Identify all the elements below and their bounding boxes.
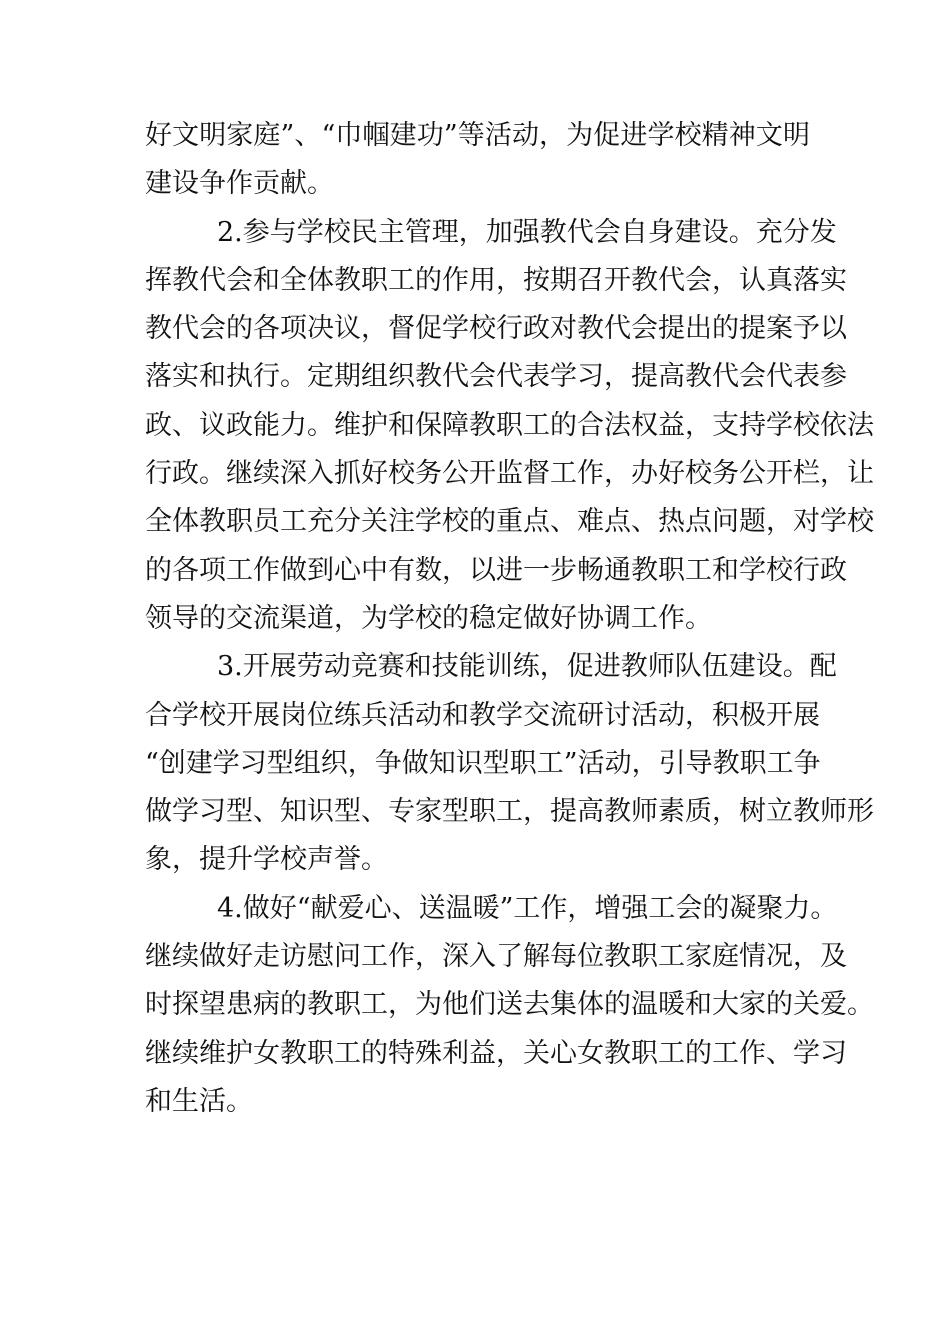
- text-line: 象，提升学校声誉。: [145, 844, 388, 876]
- text-line: 教代会的各项决议，督促学校行政对教代会提出的提案予以: [145, 313, 847, 345]
- text-line: 建设争作贡献。: [145, 168, 334, 200]
- paragraph-2-first-line: 2.参与学校民主管理，加强教代会自身建设。充分发: [217, 216, 837, 248]
- text-line: 的各项工作做到心中有数，以进一步畅通教职工和学校行政: [145, 554, 847, 586]
- text-line: 和生活。: [145, 1085, 253, 1117]
- text-line: 好文明家庭”、“巾帼建功”等活动，为促进学校精神文明: [145, 120, 810, 151]
- text-line: 合学校开展岗位练兵活动和教学交流研讨活动，积极开展: [145, 699, 820, 731]
- text-line: 落实和执行。定期组织教代会代表学习，提高教代会代表参: [145, 361, 847, 393]
- text-line: 继续做好走访慰问工作，深入了解每位教职工家庭情况，及: [145, 941, 847, 973]
- text-line: 做学习型、知识型、专家型职工，提高教师素质，树立教师形: [145, 796, 874, 828]
- text-line: 政、议政能力。维护和保障教职工的合法权益，支持学校依法: [145, 409, 874, 441]
- text-line: 全体教职员工充分关注学校的重点、难点、热点问题，对学校: [145, 506, 874, 538]
- text-line: 行政。继续深入抓好校务公开监督工作，办好校务公开栏，让: [145, 458, 874, 490]
- body-text: [145, 112, 874, 1126]
- paragraph-4-first-line: 4.做好“献爱心、送温暖”工作，增强工会的凝聚力。: [217, 892, 838, 924]
- text-line: 领导的交流渠道，为学校的稳定做好协调工作。: [145, 602, 712, 634]
- text-line: “创建学习型组织，争做知识型职工”活动，引导教职工争: [145, 747, 821, 779]
- text-line: 继续维护女教职工的特殊利益，关心女教职工的工作、学习: [145, 1037, 847, 1069]
- paragraph-3-first-line: 3.开展劳动竞赛和技能训练，促进教师队伍建设。配: [217, 651, 837, 683]
- text-line: 挥教代会和全体教职工的作用，按期召开教代会，认真落实: [145, 264, 847, 296]
- text-line: 时探望患病的教职工，为他们送去集体的温暖和大家的关爱。: [145, 989, 874, 1021]
